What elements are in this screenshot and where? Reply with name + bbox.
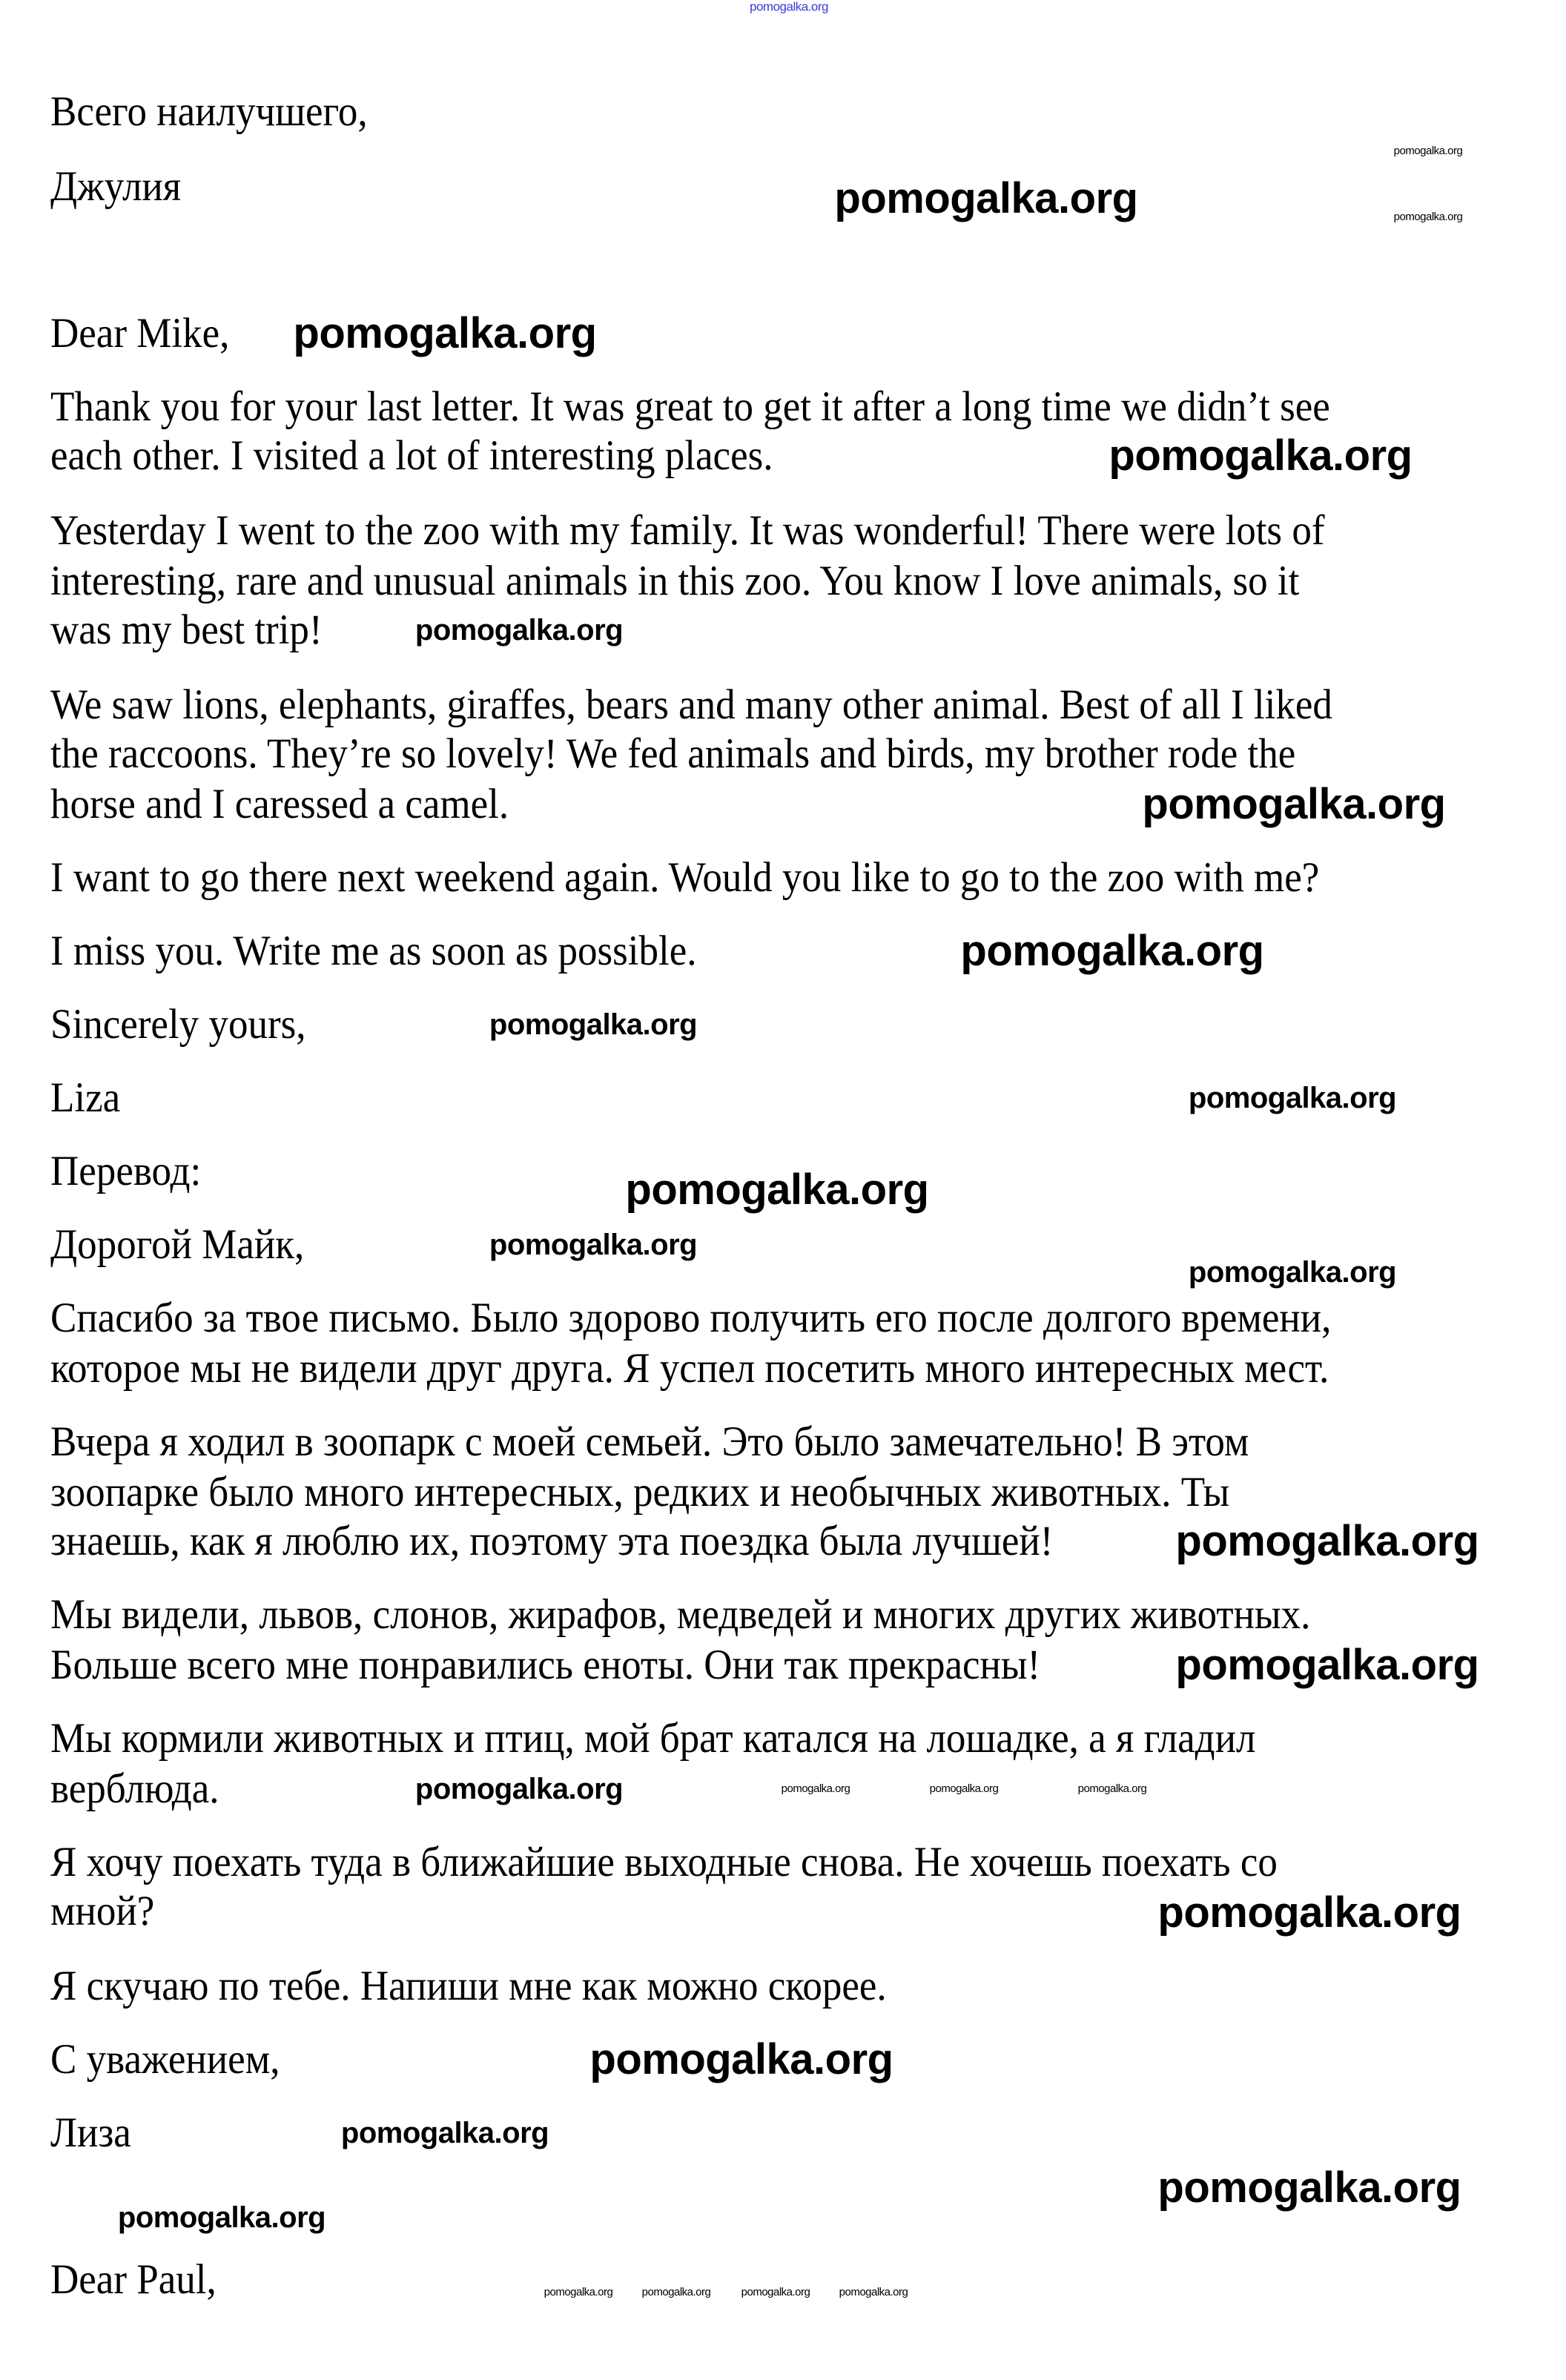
watermark: pomogalka.org bbox=[741, 2285, 810, 2298]
text-line: horse and I caressed a camel. bbox=[50, 781, 509, 827]
watermark: pomogalka.org bbox=[340, 2117, 549, 2149]
watermark: pomogalka.org bbox=[1188, 1256, 1397, 1289]
watermark: pomogalka.org bbox=[641, 2285, 711, 2298]
text-line: Спасибо за твое письмо. Было здорово получить его после долгого времени, bbox=[50, 1295, 1332, 1341]
watermark: pomogalka.org bbox=[293, 309, 597, 358]
text-line: the raccoons. They’re so lovely! We fed animals and birds, my brother rode the bbox=[50, 730, 1296, 777]
watermark: pomogalka.org bbox=[489, 1008, 698, 1041]
text-line: Dear Paul, bbox=[50, 2256, 217, 2303]
text-line: Dear Mike, bbox=[50, 310, 230, 357]
watermark: pomogalka.org bbox=[1157, 2164, 1461, 2212]
text-line: Liza bbox=[50, 1074, 121, 1121]
watermark: pomogalka.org bbox=[117, 2201, 326, 2234]
text-line: I miss you. Write me as soon as possible. bbox=[50, 928, 697, 974]
watermark: pomogalka.org bbox=[489, 1229, 698, 1261]
text-line: Лиза bbox=[50, 2109, 131, 2156]
text-line: Я скучаю по тебе. Напиши мне как можно скорее. bbox=[50, 1963, 887, 2009]
watermark: pomogalka.org bbox=[1109, 432, 1413, 480]
watermark: pomogalka.org bbox=[414, 614, 624, 647]
watermark: pomogalka.org bbox=[960, 927, 1264, 976]
watermark: pomogalka.org bbox=[1077, 1782, 1147, 1795]
text-line: мной? bbox=[50, 1888, 155, 1934]
text-line: С уважением, bbox=[50, 2036, 280, 2083]
text-line: знаешь, как я люблю их, поэтому эта поездка была лучшей! bbox=[50, 1518, 1054, 1564]
text-line: Всего наилучшего, bbox=[50, 88, 368, 135]
text-line: которое мы не видели друг друга. Я успел посетить много интересных мест. bbox=[50, 1345, 1329, 1392]
text-line: I want to go there next weekend again. Would you like to go to the zoo with me? bbox=[50, 854, 1320, 901]
text-line: We saw lions, elephants, giraffes, bears and many other animal. Best of all I liked bbox=[50, 681, 1332, 728]
text-line: Sincerely yours, bbox=[50, 1001, 306, 1048]
text-line: Вчера я ходил в зоопарк с моей семьей. Это было замечательно! В этом bbox=[50, 1418, 1249, 1465]
watermark: pomogalka.org bbox=[1142, 780, 1446, 829]
watermark: pomogalka.org bbox=[414, 1773, 624, 1805]
watermark: pomogalka.org bbox=[1157, 1888, 1461, 1937]
text-line: Перевод: bbox=[50, 1148, 202, 1194]
watermark: pomogalka.org bbox=[1188, 1082, 1397, 1114]
text-line: Я хочу поехать туда в ближайшие выходные снова. Не хочешь поехать со bbox=[50, 1839, 1278, 1885]
watermark: pomogalka.org bbox=[625, 1166, 929, 1214]
text-line: was my best trip! bbox=[50, 606, 323, 653]
text-line: Больше всего мне понравились еноты. Они так прекрасны! bbox=[50, 1642, 1041, 1688]
text-line: Джулия bbox=[50, 163, 182, 210]
watermark: pomogalka.org bbox=[834, 174, 1138, 223]
watermark: pomogalka.org bbox=[544, 2285, 613, 2298]
text-line: Мы видели, львов, слонов, жирафов, медведей и многих других животных. bbox=[50, 1591, 1311, 1638]
text-line: Мы кормили животных и птиц, мой брат катался на лошадке, а я гладил bbox=[50, 1715, 1256, 1762]
watermark: pomogalka.org bbox=[750, 0, 828, 14]
text-line: interesting, rare and unusual animals in this zoo. You know I love animals, so it bbox=[50, 558, 1300, 604]
watermark: pomogalka.org bbox=[839, 2285, 908, 2298]
watermark: pomogalka.org bbox=[1175, 1517, 1479, 1566]
text-line: зоопарке было много интересных, редких и необычных животных. Ты bbox=[50, 1469, 1230, 1515]
watermark: pomogalka.org bbox=[1175, 1641, 1479, 1690]
watermark: pomogalka.org bbox=[589, 2035, 893, 2084]
text-line: Thank you for your last letter. It was great to get it after a long time we didn’t see bbox=[50, 383, 1330, 430]
watermark: pomogalka.org bbox=[781, 1782, 850, 1795]
watermark: pomogalka.org bbox=[929, 1782, 999, 1795]
text-line: верблюда. bbox=[50, 1765, 219, 1812]
watermark: pomogalka.org bbox=[1393, 144, 1463, 157]
text-line: Yesterday I went to the zoo with my family. It was wonderful! There were lots of bbox=[50, 507, 1325, 554]
text-line: each other. I visited a lot of interesting places. bbox=[50, 432, 773, 479]
text-line: Дорогой Майк, bbox=[50, 1221, 305, 1268]
watermark: pomogalka.org bbox=[1393, 210, 1463, 223]
